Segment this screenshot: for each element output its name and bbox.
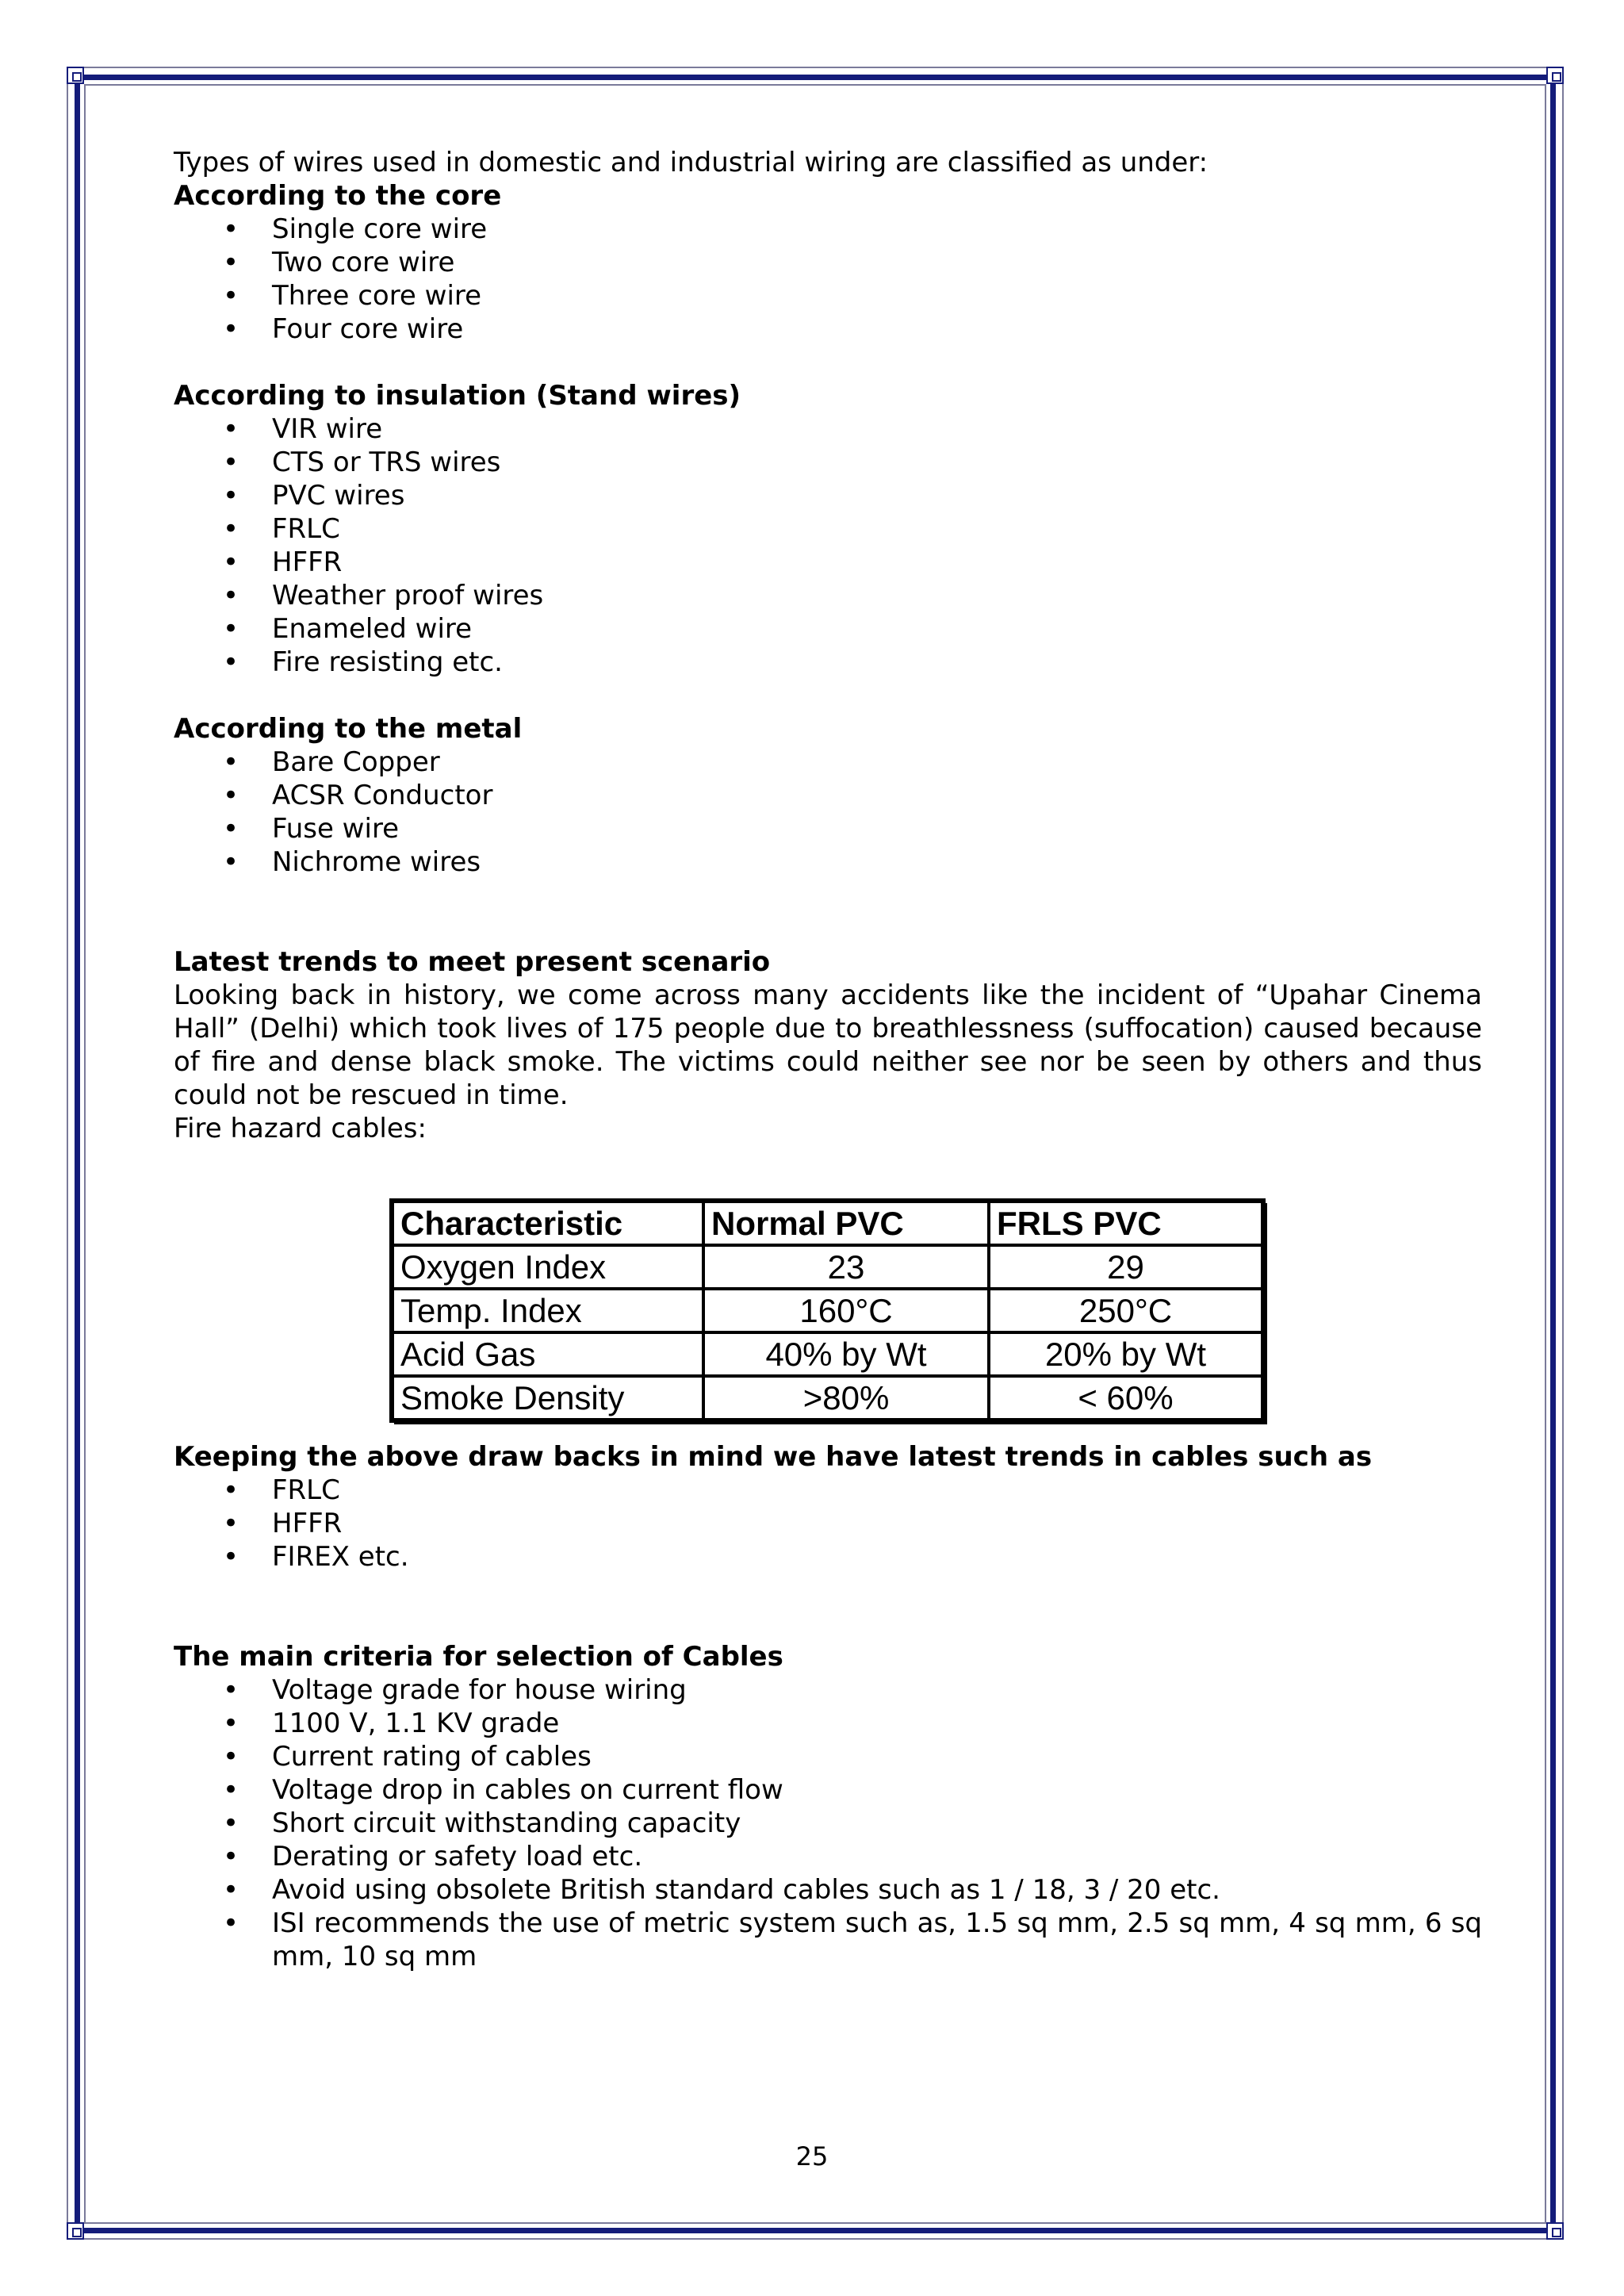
table-cell: 40% by Wt [703, 1332, 989, 1376]
list-item: • CTS or TRS wires [174, 446, 1482, 479]
table-cell: Acid Gas [393, 1332, 703, 1376]
metal-list [174, 746, 1482, 879]
table-header-cell: FRLS PVC [989, 1202, 1262, 1245]
list-item: • FRLC [174, 512, 1482, 546]
list-item: • Two core wire [174, 246, 1482, 279]
table-row [393, 1332, 1262, 1376]
corner-ornament-bottom-left [67, 2222, 84, 2240]
page-number: 25 [795, 2141, 829, 2171]
insulation-list [174, 412, 1482, 679]
table-header-cell: Characteristic [393, 1202, 703, 1245]
intro-text: Types of wires used in domestic and industrial wiring are classified as under: [174, 147, 1208, 178]
table-caption: Fire hazard cables: [174, 1113, 427, 1144]
trends-paragraph: Looking back in history, we come across many accidents like the incident of “Upahar Cinema Hall” (Delhi) which took lives of 175 people due to breathlessness (suffocation) caused because of fire and dense black smoke. The victims could neither see nor be seen by others and thus could not be rescued in time. [174, 979, 1482, 1111]
list-item: • Single core wire [174, 213, 1482, 246]
table-cell: 20% by Wt [989, 1332, 1262, 1376]
corner-ornament-top-right [1546, 67, 1564, 84]
list-item: • Three core wire [174, 279, 1482, 312]
list-item: • Short circuit withstanding capacity [174, 1807, 1482, 1840]
table-row [393, 1289, 1262, 1332]
core-list [174, 213, 1482, 346]
table-cell: 160°C [703, 1289, 989, 1332]
table-cell: Smoke Density [393, 1376, 703, 1420]
trends-heading: Latest trends to meet present scenario [174, 946, 771, 978]
page-content [174, 146, 1482, 1973]
list-item: • HFFR [174, 546, 1482, 579]
list-item: • Fire resisting etc. [174, 646, 1482, 679]
list-item: • Current rating of cables [174, 1740, 1482, 1773]
insulation-heading: According to insulation (Stand wires) [174, 380, 741, 412]
list-item: • Weather proof wires [174, 579, 1482, 612]
table-cell: Temp. Index [393, 1289, 703, 1332]
list-item: • HFFR [174, 1507, 1482, 1540]
table-cell: >80% [703, 1376, 989, 1420]
list-item: • Fuse wire [174, 812, 1482, 845]
table-cell: 250°C [989, 1289, 1262, 1332]
list-item: • FRLC [174, 1474, 1482, 1507]
corner-ornament-bottom-right [1546, 2222, 1564, 2240]
list-item: • FIREX etc. [174, 1540, 1482, 1573]
table-cell: Oxygen Index [393, 1245, 703, 1289]
table-header-row [393, 1202, 1262, 1245]
table-cell: 23 [703, 1245, 989, 1289]
list-item: • Nichrome wires [174, 845, 1482, 879]
table-row [393, 1245, 1262, 1289]
list-item: • Voltage drop in cables on current flow [174, 1773, 1482, 1807]
keeping-heading: Keeping the above draw backs in mind we have latest trends in cables such as [174, 1441, 1373, 1473]
criteria-heading: The main criteria for selection of Cables [174, 1641, 783, 1673]
metal-heading: According to the metal [174, 713, 523, 745]
table-header-cell: Normal PVC [703, 1202, 989, 1245]
fire-hazard-table [391, 1200, 1264, 1421]
list-item: • 1100 V, 1.1 KV grade [174, 1707, 1482, 1740]
list-item: • Enameled wire [174, 612, 1482, 646]
criteria-list [174, 1673, 1482, 1973]
list-item: • ISI recommends the use of metric system such as, 1.5 sq mm, 2.5 sq mm, 4 sq mm, 6 sq mm, 10 sq mm [174, 1907, 1482, 1973]
table-cell: 29 [989, 1245, 1262, 1289]
list-item: • Avoid using obsolete British standard cables such as 1 / 18, 3 / 20 etc. [174, 1873, 1482, 1907]
corner-ornament-top-left [67, 67, 84, 84]
list-item: • ACSR Conductor [174, 779, 1482, 812]
table-cell: < 60% [989, 1376, 1262, 1420]
list-item: • Bare Copper [174, 746, 1482, 779]
core-heading: According to the core [174, 180, 502, 212]
list-item: • Voltage grade for house wiring [174, 1673, 1482, 1707]
list-item: • PVC wires [174, 479, 1482, 512]
list-item: • Derating or safety load etc. [174, 1840, 1482, 1873]
list-item: • Four core wire [174, 312, 1482, 346]
table-row [393, 1376, 1262, 1420]
keeping-list [174, 1474, 1482, 1573]
list-item: • VIR wire [174, 412, 1482, 446]
